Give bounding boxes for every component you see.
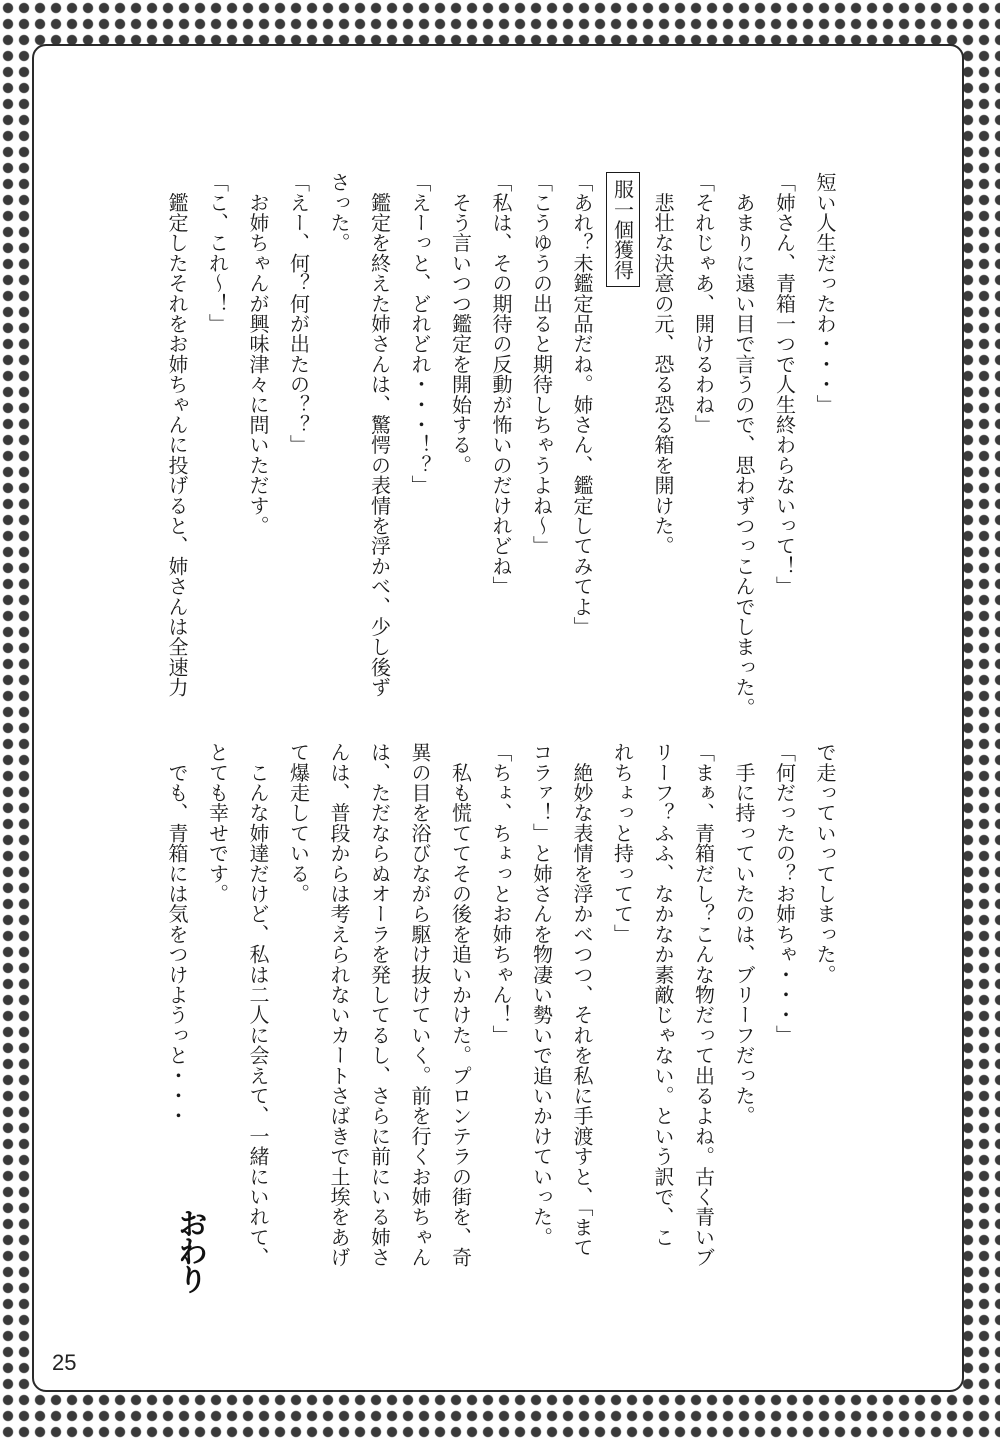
text-line: 「こうゆうの出ると期待しちゃうよね～」 xyxy=(529,172,554,556)
text-line: でも、青箱には気をつけようっと・・・ xyxy=(165,742,189,1126)
text-line: そう言いつつ鑑定を開始する。 xyxy=(448,172,473,475)
text-line: 「ちょ、ちょっとお姉ちゃん！」 xyxy=(489,742,513,1045)
text-line: 「何だったの？お姉ちゃ・・・」 xyxy=(772,742,797,1045)
text-line: 私も慌ててその後を追いかけた。プロンテラの街を、奇 xyxy=(448,742,473,1268)
text-line: コラァ！」と姉さんを物凄い勢いで追いかけていった。 xyxy=(529,742,554,1247)
text-line: んは、普段からは考えられないカートさばきで土埃をあげ xyxy=(327,742,351,1268)
text-line: れちょっと持ってて」 xyxy=(610,742,635,944)
text-line: 絶妙な表情を浮かべつつ、それを私に手渡すと、「まて xyxy=(570,742,594,1258)
text-line: リーフ？ふふ、なかなか素敵じゃない。という訳で、こ xyxy=(651,742,675,1247)
text-line: 「えーっと、どれどれ・・・！？」 xyxy=(408,172,432,496)
text-line: 「こ、これ～！」 xyxy=(205,172,230,334)
text-line: 「私は、その期待の反動が怖いのだけれどね」 xyxy=(489,172,513,597)
story-upper-block xyxy=(165,172,845,720)
text-line: 悲壮な決意の元、恐る恐る箱を開けた。 xyxy=(651,172,675,556)
text-line: は、ただならぬオーラを発してるし、さらに前にいる姉さ xyxy=(367,742,392,1268)
text-line: 手に持っていたのは、ブリーフだった。 xyxy=(732,742,756,1126)
text-line: 異の目を浴びながら駆け抜けていく。前を行くお姉ちゃん xyxy=(408,742,432,1268)
item-obtained-line xyxy=(602,172,643,720)
text-line: 「姉さん、青箱一つで人生終わらないって！」 xyxy=(772,172,797,597)
text-line: 短い人生だったわ・・・」 xyxy=(813,172,837,415)
text-line: とても幸せです。 xyxy=(205,742,230,904)
text-line: 「あれ？未鑑定品だね。姉さん、鑑定してみてよ」 xyxy=(570,172,594,637)
text-line: あまりに遠い目で言うので、思わずつっこんでしまった。 xyxy=(732,172,756,718)
text-line: 鑑定を終えた姉さんは、驚愕の表情を浮かべ、少し後ず xyxy=(367,172,392,698)
ending-mark: おわり xyxy=(172,1208,207,1292)
story-lower-block xyxy=(165,742,845,1308)
item-obtained-box: 服一個獲得 xyxy=(606,172,640,287)
text-line: 鑑定したそれをお姉ちゃんに投げると、姉さんは全速力 xyxy=(165,172,189,698)
text-line: お姉ちゃんが興味津々に問いただす。 xyxy=(246,172,270,536)
page-number: 25 xyxy=(52,1350,77,1375)
text-line: 「それじゃあ、開けるわね」 xyxy=(691,172,716,435)
text-line: で走っていってしまった。 xyxy=(813,742,837,985)
text-line: さった。 xyxy=(327,172,351,253)
text-line: て爆走している。 xyxy=(286,742,311,904)
text-line: 「えー、何？何が出たの？？」 xyxy=(286,172,311,455)
text-line: 「まぁ、青箱だし？こんな物だって出るよね。古く青いブ xyxy=(691,742,716,1268)
text-line: こんな姉達だけど、私は二人に会えて、一緒にいれて、 xyxy=(246,742,270,1268)
